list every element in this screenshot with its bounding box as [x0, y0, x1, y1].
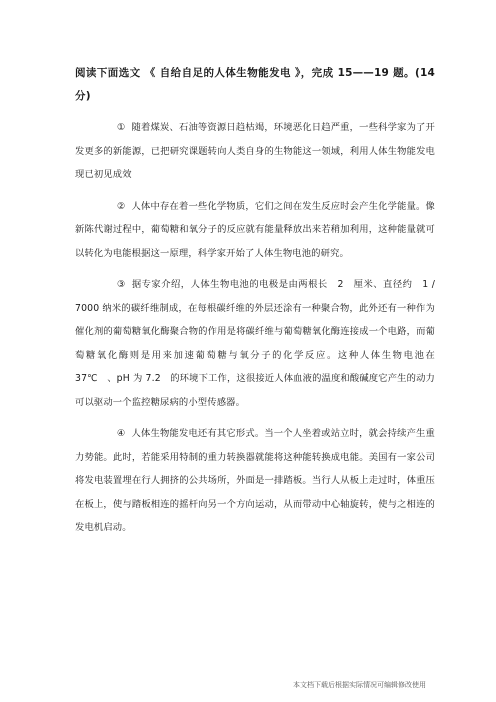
paragraph-number: ② [117, 200, 126, 212]
document-body [75, 62, 445, 548]
question-title: 阅读下面选文 《 自给自足的人体生物能发电 》，完成 15——19 题。(14 分) [75, 67, 435, 102]
paragraph-1 [75, 116, 435, 187]
paragraph-2 [75, 195, 435, 266]
paragraph-number: ① [117, 122, 126, 133]
paragraph-text: 据专家介绍，人体生物电池的电极是由两根长 2 厘米、直径约 1 / 7000 纳米的碳纤维制成，在每根碳纤维的外层还涂有一种聚合物，此外还有一种作为催化剂的葡萄糖氧化酶聚合物的作用是将碳纤维与葡萄糖氧化酶连接成一个电路，而葡萄糖氧化酶则是用来加速葡萄糖与氧分子的化学反应。这种人体生物电池在 37℃ 、pH 为 7.2 的环境下工作，这很接近人体血液的温度和酸碱度它产生的动力可以驱动一个监控糖尿病的小型传感器。 [75, 279, 445, 408]
paragraph-3 [75, 273, 445, 414]
paragraph-number: ③ [117, 279, 126, 290]
paragraph-4 [75, 422, 435, 540]
page-footer-note: 本文档下载后根据实际情况可编辑修改使用 [293, 681, 426, 689]
paragraph-number: ④ [117, 428, 126, 439]
paragraph-text: 人体中存在着一些化学物质，它们之间在发生反应时会产生化学能量。像新陈代谢过程中，葡萄糖和氧分子的反应就有能量释放出来若稍加利用，这种能量就可以转化为电能根据这一原理，科学家开始了人体生物电池的研究。 [75, 200, 435, 259]
paragraph-text: 随着煤炭、石油等资源日趋枯竭，环境恶化日趋严重，一些科学家为了开发更多的新能源，已把研究课题转向人类自身的生物能这一领域，利用人体生物能发电现已初见成效 [75, 122, 435, 180]
paragraph-text: 人体生物能发电还有其它形式。当一个人坐着或站立时，就会持续产生重力势能。此时，若能采用特制的重力转换器就能将这种能转换成电能。美国有一家公司将发电装置埋在行人拥挤的公共场所，外面是一排踏板。当行人从板上走过时，体重压在板上，使与踏板相连的摇杆向另一个方向运动，从而带动中心轴旋转，使与之相连的发电机启动。 [75, 428, 435, 533]
